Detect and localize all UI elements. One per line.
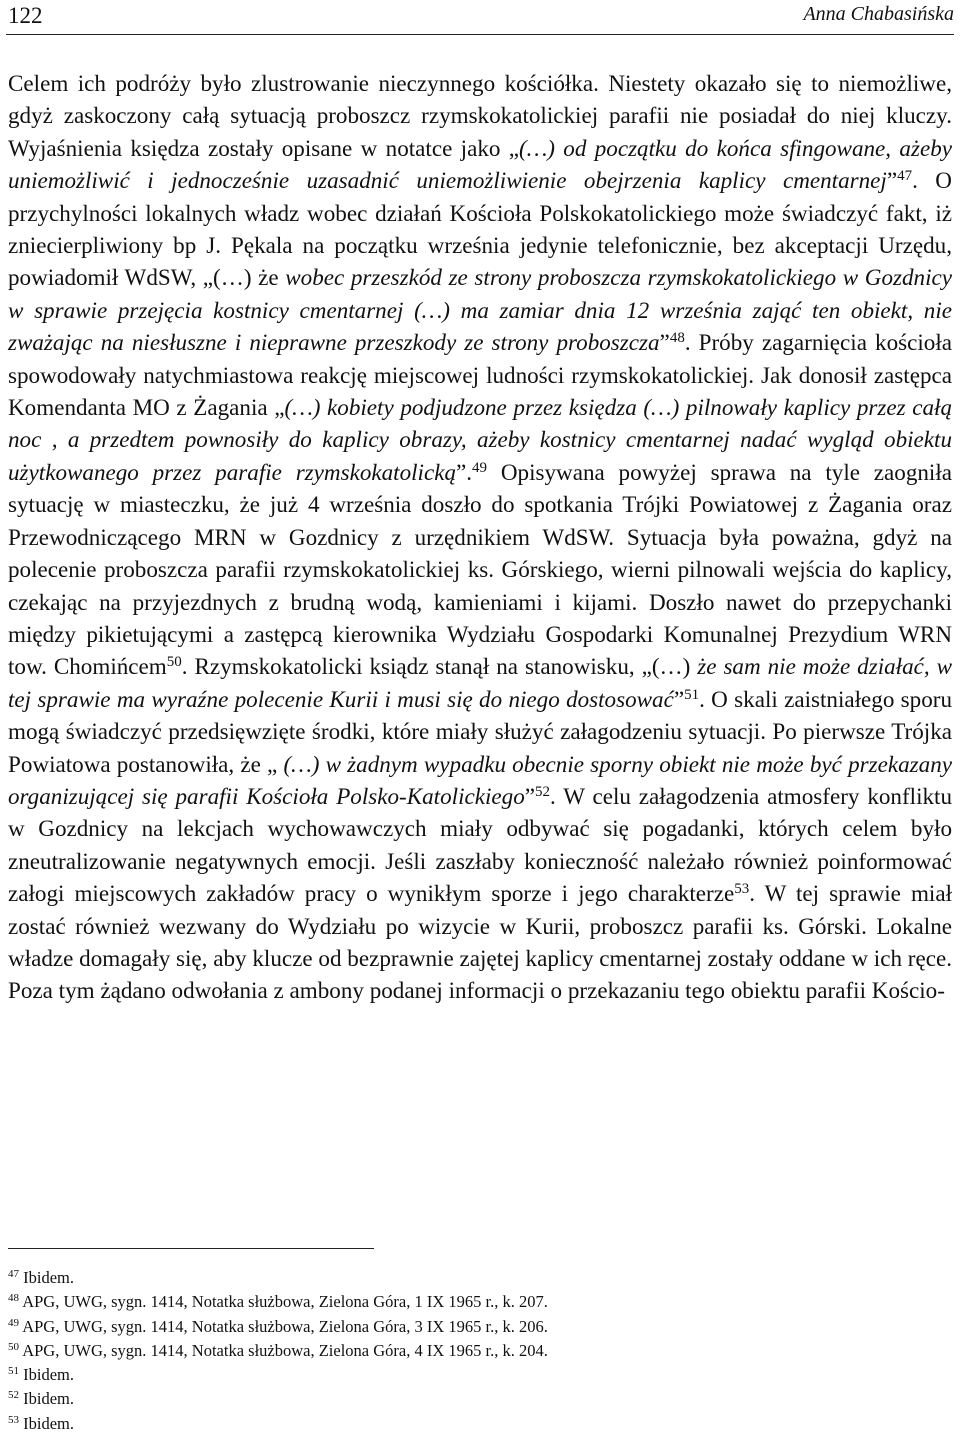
footnote-number: 52 [8, 1389, 19, 1402]
body-text-segment: . Próby zagarnięcia kościoła spowodowały natychmiastowa reakcję miejscowej ludności rzymskokatolickiej. Jak donosił zastępca Komendanta MO z Żagania „ [8, 329, 952, 421]
footnote-number: 53 [8, 1413, 19, 1426]
footnote-ref[interactable]: 50 [166, 654, 182, 671]
quotation: (…) kobiety podjudzone przez księdza (…) pilnowały kaplicy przez całą noc , a przedtem pownosiły do kaplicy obrazy, ażeby kostnicy cmentarnej nadać wygląd obiektu użytkowanego przez parafie rzymskokatolicką [8, 394, 952, 485]
running-author: Anna Chabasińska [803, 3, 954, 25]
footnote-text: Ibidem. [23, 1389, 74, 1409]
footnote-number: 47 [8, 1268, 19, 1280]
body-text-segment: . W celu załagodzenia atmosfery konfliktu w Gozdnicy na lekcjach wychowawczych miały odbywać się pogadanki, których celem było zneutralizowanie negatywnych emocji. Jeśli zaszłaby konieczność należało również poinformować załogi miejscowych zakładów pracy o wynikłym sporze i jego charakterze [8, 782, 952, 907]
body-text-segment: . W tej sprawie miał zostać również wezwany do Wydziału po wizycie w Kurii, proboszcz parafii ks. Górski. Lokalne władze domagały się, aby klucze od bezprawnie zajętej kaplicy cmentarnej zostały oddane w ich ręce. Poza tym żądano odwołania z ambony podanej informacji o przekazaniu tego obiektu parafii Kościo- [8, 880, 952, 1004]
body-paragraph: Celem ich podróży było zlustrowanie nieczynnego kościółka. Niestety okazało się to niemożliwe, gdyż zaskoczony całą sytuacją proboszcz rzymskokatolickiej parafii nie posiadał do niej kluczy. Wyjaśnienia księdza zostały opisane w notatce jako „(…) od początku do końca sfingowane, ażeby uniemożliwić i jednocześnie uzasadnić uniemożliwienie obejrzenia kaplicy cmentarnej”$^{47}$. O przychylności lokalnych władz wobec działań Kościoła Polskokatolickiego może świadczyć fakt, iż zniecierpliwiony bp J. Pękala na początku września jedynie telefonicznie, bez akceptacji Urzędu, powiadomił WdSW, „(…) że wobec przeszkód ze strony proboszcza rzymskokatolickiego w Gozdnicy w sprawie przejęcia kostnicy cmentarnej (…) ma zamiar dnia 12 września zająć ten obiekt, nie zważając na niesłuszne i nieprawne przeszkody ze strony proboszcza”$^{48}$. Próby zagarnięcia kościoła spowodowały natychmiastowa reakcję miejscowej ludności rzymskokatolickiej. Jak donosił zastępca Komendanta MO z Żagania „(…) kobiety podjudzone przez księdza (…) pilnowały kaplicy przez całą noc , a przedtem pownosiły do kaplicy obrazy, ażeby kostnicy cmentarnej nadać wygląd obiektu użytkowanego przez parafie rzymskokatolicką”.$^{49}$ Opisywana powyżej sprawa na tyle zaogniła sytuację w miasteczku, że już 4 września doszło do spotkania Trójki Powiatowej z Żagania oraz Przewodniczącego MRN w Gozdnicy z urzędnikiem WdSW. Sytuacja była poważna, gdyż na polecenie proboszcza parafii rzymskokatolickiej ks. Górskiego, wierni pilnowali wejścia do kaplicy, czekając na przyjezdnych z brudną wodą, kamieniami i kijami. Doszło nawet do przepychanki między pikietującymi a zastępcą kierownika Wydziału Gospodarki Komunalnej Prezydium WRN tow. Chomińcem$^{50}$. Rzymskokatolicki ksiądz stanął na stanowisku, „(…) że sam nie może działać, w tej sprawie ma wyraźne polecenie Kurii i musi się do niego dostosować”$^{51}$. O skali zaistniałego sporu mogą świadczyć przedsięwzięte środki, które miały służyć załagodzeniu sytuacji. Po pierwsze Trójka Powiatowa postanowiła, że „ (…) w żadnym wypadku obecnie sporny obiekt nie może być przekazany organizującej się parafii Kościoła Polsko-Katolickiego”$^{52}$. W celu załagodzenia atmosfery konfliktu w Gozdnicy na lekcjach wychowawczych miały odbywać się pogadanki, których celem było zneutralizowanie negatywnych emocji. Jeśli zaszłaby konieczność należało również poinformować załogi miejscowych zakładów pracy o wynikłym sporze i jego charakterze$^{53}$. W tej sprawie miał zostać również wezwany do Wydziału po wizycie w Kurii, proboszcz parafii ks. Górski. Lokalne władze domagały się, aby klucze od bezprawnie zajętej kaplicy cmentarnej zostały oddane w ich ręce. Poza tym żądano odwołania z ambony podanej informacji o przekazaniu tego obiektu parafii Kościo- [8, 70, 953, 1004]
footnote-item [8, 1315, 952, 1339]
footnote-number: 50 [8, 1340, 19, 1353]
body-text-segment: Celem ich podróży było zlustrowanie nieczynnego kościółka. Niestety okazało się to niemożliwe, gdyż zaskoczony całą sytuacją proboszcz rzymskokatolickiej parafii nie posiadał do niej kluczy. Wyjaśnienia księdza zostały opisane w notatce jako „ [8, 70, 952, 161]
footnote-item [8, 1290, 952, 1314]
quotation: (…) od początku do końca sfingowane, ażeby uniemożliwić i jednocześnie uzasadnić uniemożliwienie obejrzenia kaplicy cmentarnej [8, 134, 952, 194]
footnotes-list [8, 1266, 952, 1436]
running-header [6, 0, 954, 35]
footnote-text: Ibidem. [23, 1268, 74, 1287]
footnote-item [8, 1266, 952, 1290]
footnote-item [8, 1339, 952, 1363]
footnote-number: 49 [8, 1316, 19, 1329]
page-number: 122 [8, 3, 43, 28]
footnote-ref[interactable]: 51 [684, 686, 700, 703]
footnote-item [8, 1412, 952, 1436]
body-text-segment: . O skali zaistniałego sporu mogą świadczyć przedsięwzięte środki, które miały służyć załagodzeniu sytuacji. Po pierwsze Trójka Powiatowa postanowiła, że „ [8, 685, 952, 777]
quotation: (…) w żadnym wypadku obecnie sporny obiekt nie może być przekazany organizującej się parafii Kościoła Polsko-Katolickiego [8, 750, 952, 809]
footnote-text: Ibidem. [23, 1413, 74, 1433]
footnote-ref[interactable]: 48 [669, 330, 685, 347]
body-text-segment: . Rzymskokatolicki ksiądz stanął na stanowisku, „(…) [181, 653, 698, 680]
body-text-segment: Opisywana powyżej sprawa na tyle zaogniła sytuację w miasteczku, że już 4 września doszło do spotkania Trójki Powiatowej z Żagania oraz Przewodniczącego MRN w Gozdnicy z urzędnikiem WdSW. Sytuacja była poważna, gdyż na polecenie proboszcza parafii rzymskokatolickiej ks. Górskiego, wierni pilnowali wejścia do kaplicy, czekając na przyjezdnych z brudną wodą, kamieniami i kijami. Doszło nawet do przepychanki między pikietującymi a zastępcą kierownika Wydziału Gospodarki Komunalnej Prezydium WRN tow. Chomińcem [8, 458, 952, 680]
quotation: wobec przeszkód ze strony proboszcza rzymskokatolickiego w Gozdnicy w sprawie przejęcia kostnicy cmentarnej (…) ma zamiar dnia 12 września zająć ten obiekt, nie zważając na niesłuszne i nieprawne przeszkody ze strony proboszcza [8, 264, 953, 356]
footnote-ref[interactable]: 52 [535, 783, 551, 800]
footnote-number: 51 [8, 1365, 19, 1378]
footnote-divider [8, 1248, 374, 1249]
footnote-number: 48 [8, 1292, 19, 1305]
footnote-text: APG, UWG, sygn. 1414, Notatka służbowa, Zielona Góra, 1 IX 1965 r., k. 207. [22, 1292, 548, 1312]
body-text-segment: . O przychylności lokalnych władz wobec działań Kościoła Polskokatolickiego może świadczyć fakt, iż zniecierpliwiony bp J. Pękala na początku września jedynie telefonicznie, bez akceptacji Urzędu, powiadomił WdSW, „(…) że [8, 167, 952, 291]
footnote-item [8, 1363, 952, 1387]
quotation: że sam nie może działać, w tej sprawie ma wyraźne polecenie Kurii i musi się do niego dostosować [8, 653, 952, 712]
footnote-ref[interactable]: 49 [472, 459, 488, 476]
footnote-text: APG, UWG, sygn. 1414, Notatka służbowa, Zielona Góra, 3 IX 1965 r., k. 206. [22, 1316, 548, 1336]
footnote-ref[interactable]: 53 [734, 881, 750, 898]
footnote-ref[interactable]: 47 [897, 168, 913, 185]
footnote-text: APG, UWG, sygn. 1414, Notatka służbowa, Zielona Góra, 4 IX 1965 r., k. 204. [22, 1340, 548, 1360]
footnote-text: Ibidem. [23, 1365, 74, 1385]
footnote-item [8, 1387, 952, 1411]
